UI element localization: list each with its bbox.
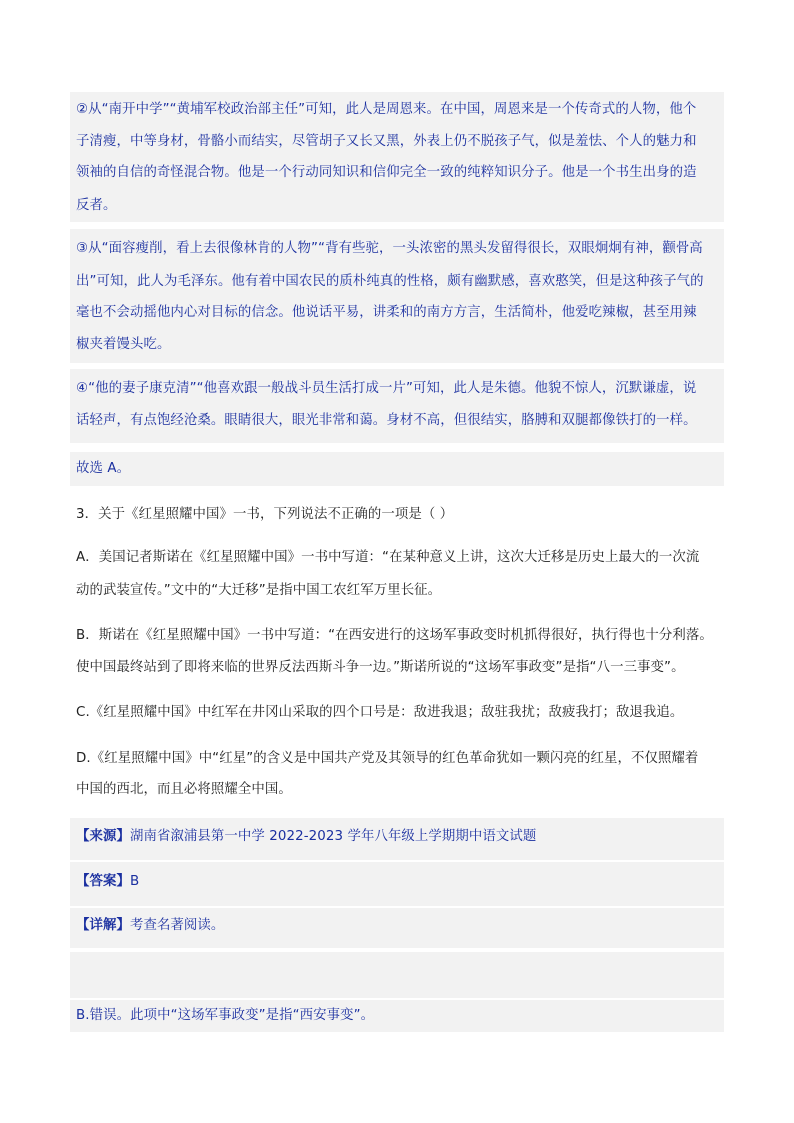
answer-row [70, 862, 724, 906]
source-tag: 【来源】 [76, 829, 130, 844]
text-line: 毫也不会动摇他内心对目标的信念。他说话平易，讲柔和的南方方言，生活简朴，他爱吃辣椒，甚至用辣 [76, 305, 697, 320]
option-a-line: A．美国记者斯诺在《红星照耀中国》一书中写道：“在某种意义上讲，这次大迁移是历史上最大的一次流 [76, 550, 700, 565]
detail-line [76, 916, 224, 936]
text-line: 子清瘦，中等身材，骨骼小而结实，尽管胡子又长又黑，外表上仍不脱孩子气，似是羞怯、个人的魅力和 [76, 134, 697, 149]
question-3 [70, 498, 724, 798]
detail-text: 考查名著阅读。 [129, 918, 225, 933]
explanation-b-text: B.错误。此项中“这场军事政变”是指“西安事变”。 [76, 1008, 375, 1023]
text-line: 出”可知，此人为毛泽东。他有着中国农民的质朴纯真的性格，颇有幽默感，喜欢憨笑，但是这种孩子气的 [76, 274, 704, 289]
question-stem: 3．关于《红星照耀中国》一书，下列说法不正确的一项是（ ） [76, 507, 454, 522]
source-row [70, 818, 724, 860]
text-line: 领袖的自信的奇怪混合物。他是一个行动同知识和信仰完全一致的纯粹知识分子。他是一个书生出身的造 [76, 165, 697, 180]
analysis-conclusion [70, 452, 724, 486]
answer-line [76, 872, 139, 892]
text-line: ④“他的妻子康克清”“他喜欢跟一般战斗员生活打成一片”可知，此人是朱德。他貌不惊人，沉默谦虚，说 [76, 381, 697, 396]
option-b-line: 使中国最终站到了即将来临的世界反法西斯斗争一边。”斯诺所说的“这场军事政变”是指“八一三事变”。 [76, 660, 685, 675]
analysis-para-4 [70, 369, 724, 443]
text-line: 故选 A。 [76, 461, 131, 476]
source-line [76, 827, 536, 847]
analysis-para-3 [70, 229, 724, 363]
text-line: 话轻声，有点饱经沧桑。眼睛很大，眼光非常和蔼。身材不高，但很结实，胳膊和双腿都像铁打的一样。 [76, 413, 697, 428]
option-c-line: C.《红星照耀中国》中红军在井冈山采取的四个口号是：敌进我退；敌驻我扰；敌疲我打；敌退我追。 [76, 705, 684, 720]
option-d-line: D.《红星照耀中国》中“红星”的含义是中国共产党及其领导的红色革命犹如一颗闪亮的红星，不仅照耀着 [76, 751, 699, 766]
explanation-b-row [70, 1000, 724, 1032]
analysis-para-2 [70, 92, 724, 222]
option-a-line: 动的武装宣传。”文中的“大迁移”是指中国工农红军万里长征。 [76, 583, 442, 598]
source-text: 湖南省溆浦县第一中学 2022-2023 学年八年级上学期期中语文试题 [129, 829, 537, 844]
option-d-line: 中国的西北，而且必将照耀全中国。 [76, 782, 292, 797]
answer-text: B [129, 874, 140, 889]
text-line: 椒夹着馒头吃。 [76, 337, 171, 352]
text-line: ③从“面容瘦削，看上去很像林肯的人物”“背有些驼，一头浓密的黑头发留得很长，双眼炯炯有神，颧骨高 [76, 241, 703, 256]
text-line: ②从“南开中学”“黄埔军校政治部主任”可知，此人是周恩来。在中国，周恩来是一个传奇式的人物，他个 [76, 102, 697, 117]
blank-row [70, 952, 724, 998]
option-b-line: B．斯诺在《红星照耀中国》一书中写道：“在西安进行的这场军事政变时机抓得很好，执行得也十分利落。 [76, 628, 713, 643]
text-line: 反者。 [76, 198, 117, 213]
detail-tag: 【详解】 [76, 918, 130, 933]
detail-row [70, 908, 724, 948]
answer-tag: 【答案】 [76, 874, 130, 889]
